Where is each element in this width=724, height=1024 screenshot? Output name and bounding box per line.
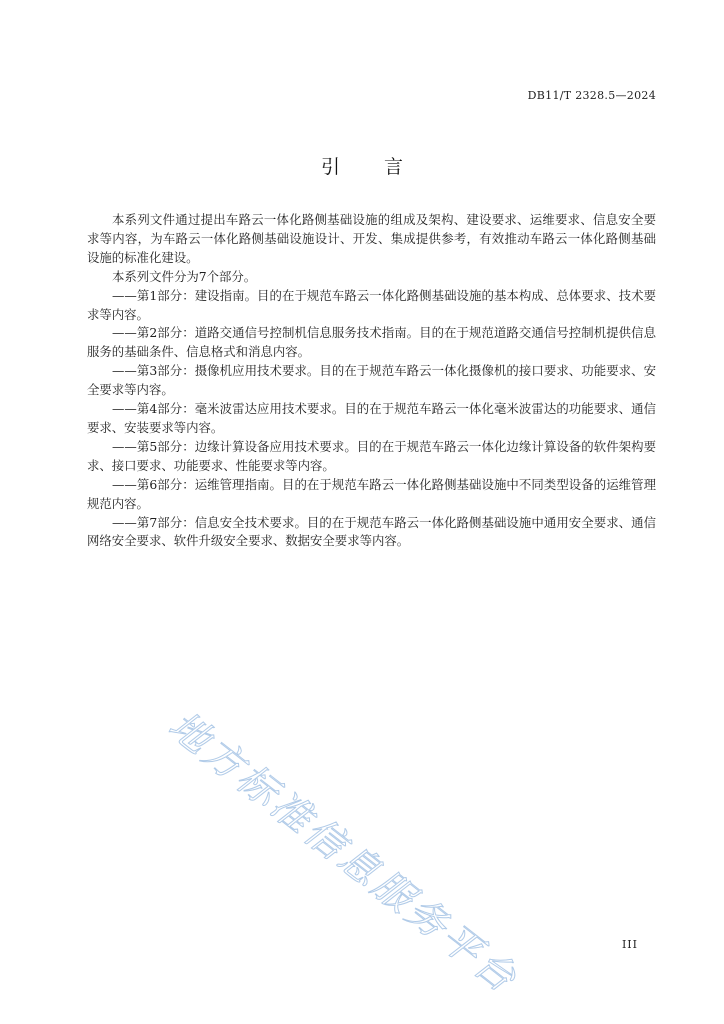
parts-count-paragraph: 本系列文件分为7个部分。 [112, 268, 257, 284]
page-number: III [621, 938, 638, 951]
part-5-item: ——第5部分：边缘计算设备应用技术要求。目的在于规范车路云一体化边缘计算设备的软件架构要求、接口要求、功能要求、性能要求等内容。 [87, 438, 656, 473]
part-1-item: ——第1部分：建设指南。目的在于规范车路云一体化路侧基础设施的基本构成、总体要求、技术要求等内容。 [87, 287, 656, 322]
part-7-item: ——第7部分：信息安全技术要求。目的在于规范车路云一体化路侧基础设施中通用安全要求、通信网络安全要求、软件升级安全要求、数据安全要求等内容。 [87, 514, 656, 549]
watermark: 地方标准信息服务平台 [159, 703, 527, 1004]
section-title: 引言 [320, 156, 447, 178]
part-4-item: ——第4部分：毫米波雷达应用技术要求。目的在于规范车路云一体化毫米波雷达的功能要求、通信要求、安装要求等内容。 [87, 401, 656, 435]
document-code: DB11/T 2328.5—2024 [527, 89, 656, 102]
part-6-item: ——第6部分：运维管理指南。目的在于规范车路云一体化路侧基础设施中不同类型设备的运维管理规范内容。 [87, 476, 656, 511]
part-2-item: ——第2部分：道路交通信号控制机信息服务技术指南。目的在于规范道路交通信号控制机提供信息服务的基础条件、信息格式和消息内容。 [87, 325, 656, 360]
introduction-body [87, 211, 656, 551]
intro-paragraph: 本系列文件通过提出车路云一体化路侧基础设施的组成及架构、建设要求、运维要求、信息安全要求等内容，为车路云一体化路侧基础设施设计、开发、集成提供参考，有效推动车路云一体化路侧基础设施的标准化建设。 [87, 212, 656, 265]
part-3-item: ——第3部分：摄像机应用技术要求。目的在于规范车路云一体化摄像机的接口要求、功能要求、安全要求等内容。 [87, 363, 656, 398]
